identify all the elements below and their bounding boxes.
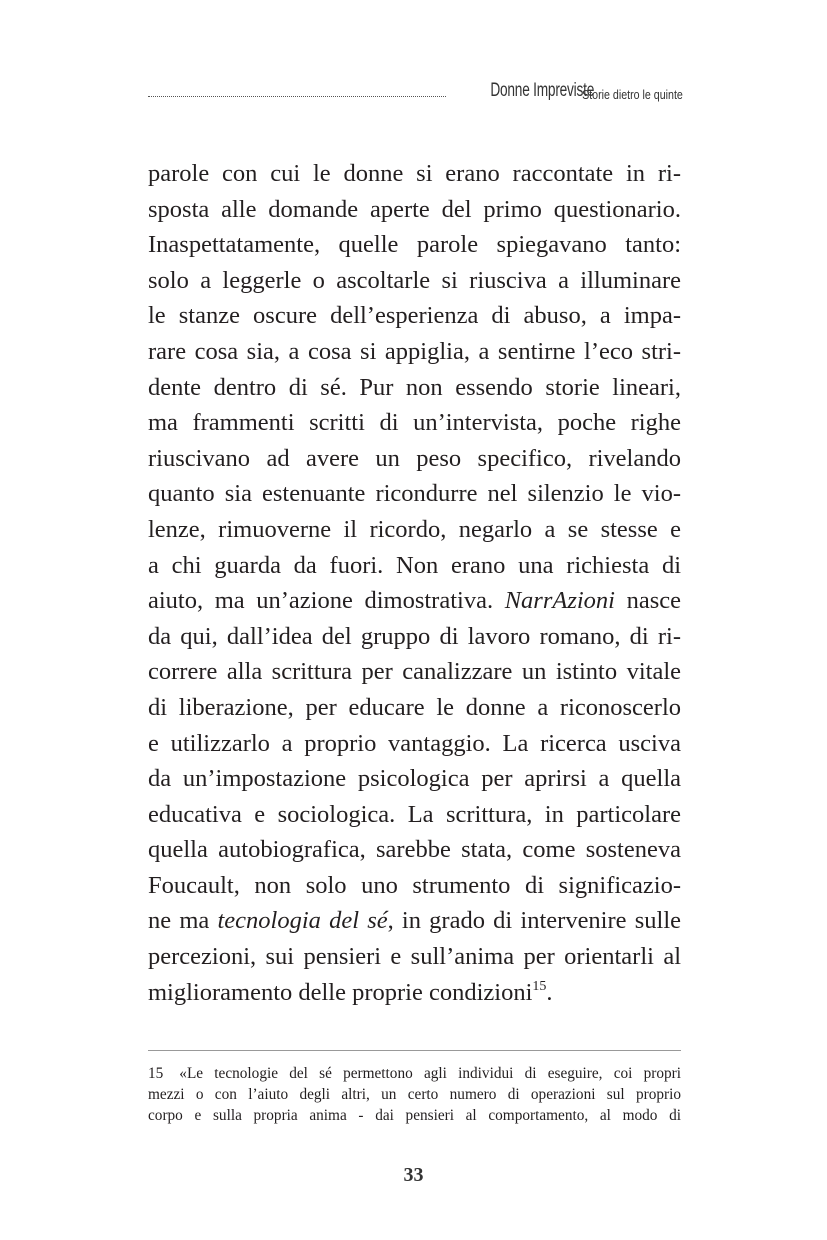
header-dotted-leader xyxy=(148,96,446,97)
body-line: le stanze oscure dell’esperienza di abuso, a impa- xyxy=(148,302,681,330)
footnote-line: 15 «Le tecnologie del sé permettono agli individui di eseguire, coi propri xyxy=(148,1065,681,1082)
body-line: Inaspettatamente, quelle parole spiegavano tanto: xyxy=(148,231,681,259)
body-line: quanto sia estenuante ricondurre nel silenzio le vio- xyxy=(148,480,681,508)
body-text xyxy=(148,156,681,1010)
footnote xyxy=(148,1063,681,1126)
body-line: da qui, dall’idea del gruppo di lavoro romano, di ri- xyxy=(148,622,681,650)
body-line: rare cosa sia, a cosa si appiglia, a sentirne l’eco stri- xyxy=(148,337,681,365)
body-line: aiuto, ma un’azione dimostrativa. NarrAzioni nasce xyxy=(148,587,681,615)
body-line: a chi guarda da fuori. Non erano una richiesta di xyxy=(148,551,681,579)
footnote-line: mezzi o con l’aiuto degli altri, un certo numero di operazioni sul proprio xyxy=(148,1086,681,1103)
body-line: lenze, rimuoverne il ricordo, negarlo a se stesse e xyxy=(148,515,681,543)
body-line: e utilizzarlo a proprio vantaggio. La ricerca usciva xyxy=(148,729,681,757)
body-line: educativa e sociologica. La scrittura, in particolare xyxy=(148,800,681,828)
italic-term: tecnologia del sé xyxy=(217,907,388,935)
footnote-line: corpo e sulla propria anima - dai pensieri al comportamento, al modo di xyxy=(148,1107,681,1124)
body-line: di liberazione, per educare le donne a riconoscerlo xyxy=(148,693,681,721)
book-subtitle: Storie dietro le quinte xyxy=(582,87,683,102)
body-line: miglioramento delle proprie condizioni$^{15}$. xyxy=(148,978,553,1006)
body-line: correre alla scrittura per canalizzare un istinto vitale xyxy=(148,658,681,686)
body-line: sposta alle domande aperte del primo questionario. xyxy=(148,195,681,223)
body-line: parole con cui le donne si erano raccontate in ri- xyxy=(148,160,681,187)
footnote-number: 15 xyxy=(148,1065,164,1082)
running-header xyxy=(148,80,681,102)
book-title: Donne Impreviste xyxy=(490,80,595,101)
body-line: percezioni, sui pensieri e sull’anima per orientarli al xyxy=(148,943,681,971)
body-line: da un’impostazione psicologica per aprirsi a quella xyxy=(148,765,681,793)
footnote-reference: 15 xyxy=(532,978,547,994)
page-number: 33 xyxy=(403,1164,424,1186)
italic-term: NarrAzioni xyxy=(504,587,615,615)
body-line: ma frammenti scritti di un’intervista, poche righe xyxy=(148,409,681,437)
body-line: Foucault, non solo uno strumento di significazio- xyxy=(148,871,681,899)
body-line: ne ma tecnologia del sé, in grado di intervenire sulle xyxy=(148,907,681,935)
body-line: riuscivano ad avere un peso specifico, rivelando xyxy=(148,444,681,472)
body-line: dente dentro di sé. Pur non essendo storie lineari, xyxy=(148,373,681,401)
footnote-separator xyxy=(148,1050,681,1051)
body-line: quella autobiografica, sarebbe stata, come sosteneva xyxy=(148,836,681,864)
body-line: solo a leggerle o ascoltarle si riusciva a illuminare xyxy=(148,266,681,294)
